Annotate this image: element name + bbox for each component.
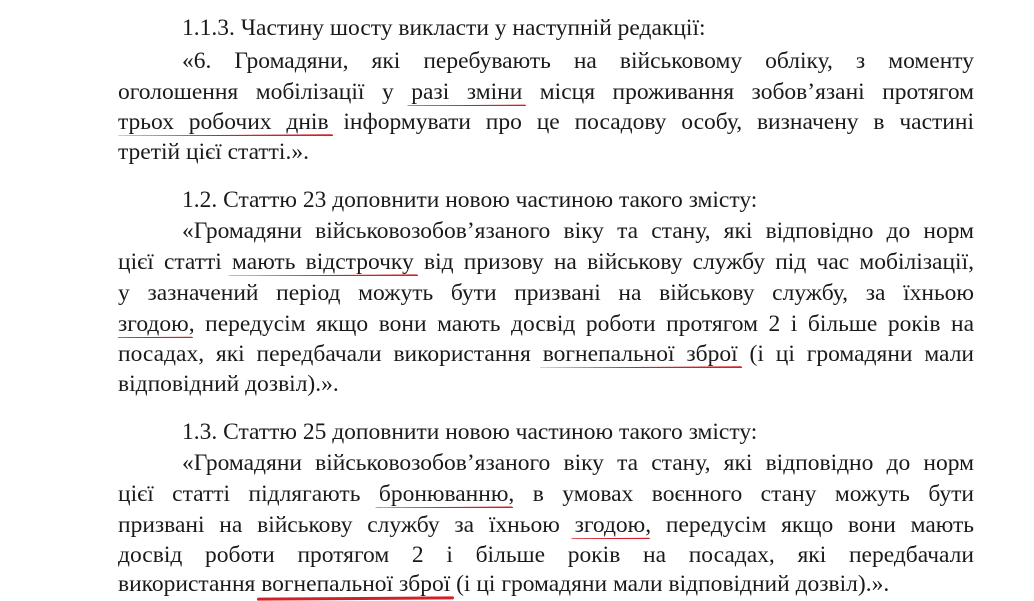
paragraph-line — [118, 340, 974, 368]
text-run: , передусім якщо вони мають — [645, 512, 974, 538]
text-run: (і ці громадяни мали — [737, 341, 974, 367]
section-heading-1-3: 1.3. Статтю 25 доповнити новою частиною такого змісту: — [182, 419, 758, 445]
paragraph-line: «Громадяни військовозобов’язаного віку та стану, які відповідно до норм — [182, 450, 974, 476]
red-underlined-phrase: згодою — [118, 311, 189, 337]
text-run: , в умовах воєнного стану можуть бути — [508, 481, 974, 507]
section-heading-1-2: 1.2. Статтю 23 доповнити новою частиною такого змісту: — [182, 187, 758, 213]
text-run: , передусім якщо вони мають досвід роботи протягом 2 і більше років на — [188, 311, 974, 337]
paragraph-line — [118, 248, 974, 276]
red-underlined-phrase: згодою — [574, 512, 646, 538]
text-run: від призову на військову службу під час мобілізації, — [413, 249, 974, 275]
paragraph-line — [118, 310, 974, 338]
paragraph-line: «6. Громадяни, які перебувають на військовому обліку, з моменту — [182, 48, 974, 74]
text-run: оголошення мобілізації у — [118, 79, 412, 105]
text-run: цієї статті — [118, 249, 233, 275]
red-underlined-phrase: вогнепальної зброї — [261, 571, 451, 597]
paragraph-line — [118, 480, 974, 508]
text-run: інформувати про це посадову особу, визначену в частині — [328, 109, 974, 135]
text-run: посадах, які передбачали використання — [118, 341, 543, 367]
text-run: місця проживання зобов’язані протягом — [522, 79, 974, 105]
paragraph-line: відповідний дозвіл).». — [118, 371, 339, 397]
paragraph-line: третій цієї статті.». — [118, 139, 309, 165]
red-underlined-phrase: мають відстрочку — [232, 249, 414, 275]
paragraph-line: досвід роботи протягом 2 і більше років на посадах, які передбачали — [118, 542, 974, 568]
section-heading-1-1-3: 1.1.3. Частину шосту викласти у наступній редакції: — [182, 15, 706, 41]
paragraph-line — [118, 108, 974, 136]
paragraph-line: «Громадяни військовозобов’язаного віку та стану, які відповідно до норм — [182, 218, 974, 244]
text-run: (і ці громадяни мали відповідний дозвіл).». — [450, 571, 890, 597]
red-underlined-phrase: трьох робочих днів — [118, 109, 329, 135]
paragraph-line — [118, 511, 974, 539]
red-underlined-phrase: бронюванню — [378, 481, 509, 507]
paragraph-line — [118, 78, 974, 106]
text-run: призвані на військову службу за їхньою — [118, 512, 575, 538]
text-run: використання — [118, 571, 262, 597]
red-underlined-phrase: вогнепальної зброї — [542, 341, 738, 367]
red-underlined-phrase: разі зміни — [411, 79, 523, 105]
paragraph-line: у зазначений період можуть бути призвані на військову службу, за їхньою — [118, 280, 974, 306]
paragraph-line — [118, 570, 889, 598]
text-run: цієї статті підлягають — [118, 481, 379, 507]
